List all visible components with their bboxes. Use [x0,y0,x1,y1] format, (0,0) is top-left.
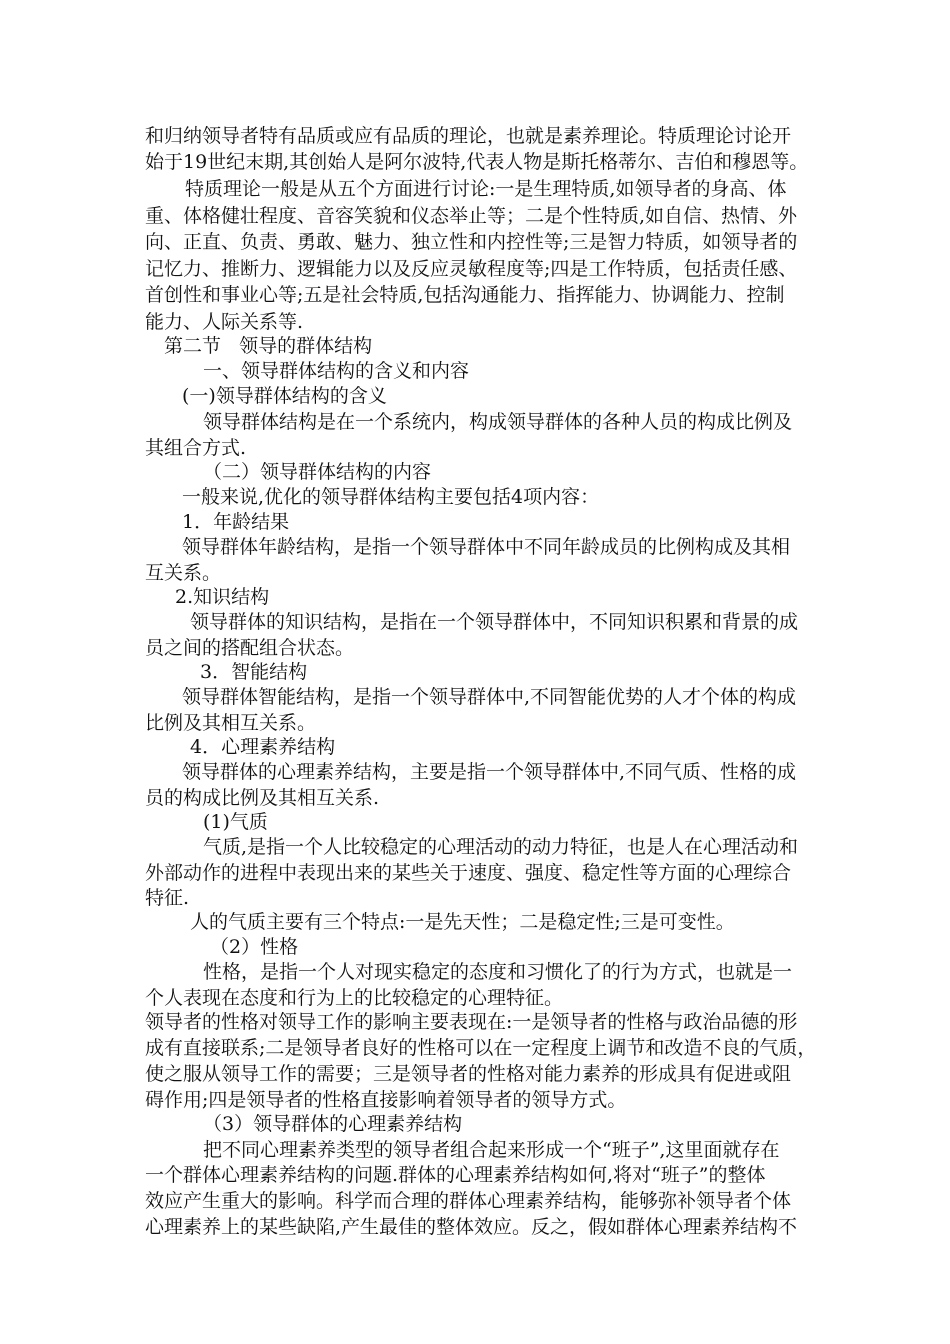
text-line: 使之服从领导工作的需要；三是领导者的性格对能力素养的形成具有促进或阻 [145,1063,792,1085]
text-line: 领导群体的心理素养结构，主要是指一个领导群体中,不同气质、性格的成 [182,761,797,783]
item-heading: (1)气质 [203,811,268,833]
text-line: 成有直接联系;二是领导者良好的性格可以在一定程度上调节和改造不良的气质， [145,1037,817,1059]
text-line: 一个群体心理素养结构的问题.群体的心理素养结构如何,将对“班子”的整体 [145,1164,766,1186]
text-line: 心理素养上的某些缺陷,产生最佳的整体效应。反之，假如群体心理素养结构不 [145,1216,798,1238]
subsection-heading: 一、领导群体结构的含义和内容 [203,360,470,382]
text-line: 一般来说,优化的领导群体结构主要包括4项内容： [182,486,600,508]
text-line: 始于19世纪末期,其创始人是阿尔波特,代表人物是斯托格蒂尔、吉伯和穆恩等。 [145,151,809,173]
text-line: 员之间的搭配组合状态。 [145,637,355,659]
text-line: 记忆力、推断力、逻辑能力以及反应灵敏程度等;四是工作特质，包括责任感、 [145,258,798,280]
text-line: 特征. [145,887,190,909]
text-line: 把不同心理素养类型的领导者组合起来形成一个“班子”,这里面就存在 [203,1139,780,1161]
text-line: 向、正直、负责、勇敢、魅力、独立性和内控性等;三是智力特质，如领导者的 [145,231,798,253]
text-line: 性格，是指一个人对现实稳定的态度和习惯化了的行为方式，也就是一 [203,961,793,983]
item-heading: （3）领导群体的心理素养结构 [203,1113,463,1135]
subheading: (一)领导群体结构的含义 [182,385,387,407]
text-line: 其组合方式. [145,437,247,459]
text-line: 领导群体结构是在一个系统内，构成领导群体的各种人员的构成比例及 [203,411,793,433]
text-line: 能力、人际关系等. [145,311,304,333]
text-line: 比例及其相互关系。 [145,712,317,734]
text-line: 特质理论一般是从五个方面进行讨论:一是生理特质,如领导者的身高、体 [185,178,787,200]
text-line: 和归纳领导者特有品质或应有品质的理论，也就是素养理论。特质理论讨论开 [145,125,792,147]
text-line: 碍作用;四是领导者的性格直接影响着领导者的领导方式。 [145,1089,627,1111]
item-heading: 3．智能结构 [200,661,308,683]
text-line: 领导群体的知识结构，是指在一个领导群体中，不同知识积累和背景的成 [190,611,799,633]
text-line: 效应产生重大的影响。科学而合理的群体心理素养结构，能够弥补领导者个体 [145,1190,792,1212]
text-line: 领导群体年龄结构，是指一个领导群体中不同年龄成员的比例构成及其相 [182,536,791,558]
item-heading: 2.知识结构 [175,586,270,608]
text-line: 首创性和事业心等;五是社会特质,包括沟通能力、指挥能力、协调能力、控制 [145,284,785,306]
item-heading: 1．年龄结果 [182,511,290,533]
item-heading: 4．心理素养结构 [190,736,336,758]
text-line: 气质,是指一个人比较稳定的心理活动的动力特征，也是人在心理活动和 [203,836,799,858]
text-line: 人的气质主要有三个特点:一是先天性；二是稳定性;三是可变性。 [190,911,735,933]
text-line: 员的构成比例及其相互关系. [145,787,380,809]
text-line: 领导群体智能结构，是指一个领导群体中,不同智能优势的人才个体的构成 [182,686,797,708]
subheading: （二）领导群体结构的内容 [203,461,432,483]
text-line: 领导者的性格对领导工作的影响主要表现在:一是领导者的性格与政治品德的形 [145,1011,798,1033]
item-heading: （2）性格 [210,936,299,958]
section-heading: 第二节 领导的群体结构 [164,335,373,357]
text-line: 重、体格健壮程度、音容笑貌和仪态举止等；二是个性特质,如自信、热情、外 [145,205,798,227]
text-line: 个人表现在态度和行为上的比较稳定的心理特征。 [145,987,564,1009]
text-line: 外部动作的进程中表现出来的某些关于速度、强度、稳定性等方面的心理综合 [145,862,792,884]
text-line: 互关系。 [145,562,222,584]
